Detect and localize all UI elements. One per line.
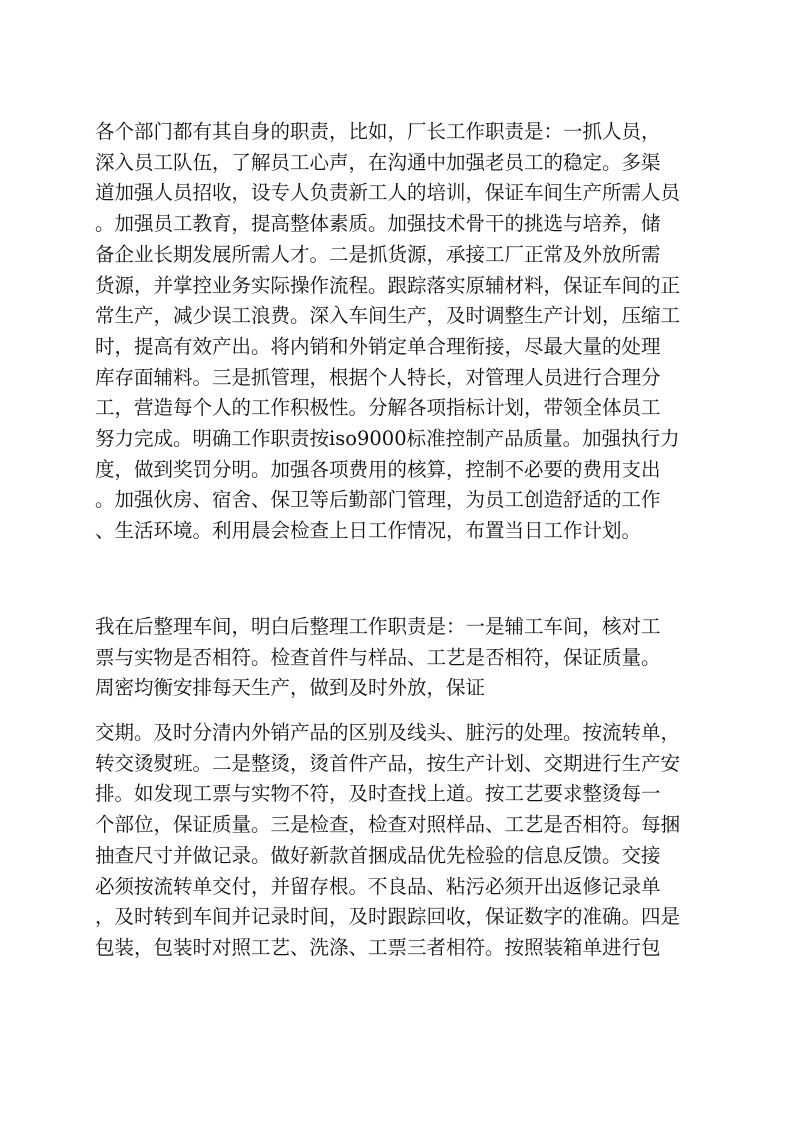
text-line: 个部位，保证质量。三是检查，检查对照样品、工艺是否相符。每捆 — [95, 813, 681, 837]
text-line: 备企业长期发展所需人才。二是抓货源，承接工厂正常及外放所需 — [95, 242, 661, 266]
text-line: 深入员工队伍，了解员工心声，在沟通中加强老员工的稳定。多渠 — [95, 150, 661, 174]
text-line: 交期。及时分清内外销产品的区别及线头、脏污的处理。按流转单， — [95, 721, 681, 744]
text-line: 度，做到奖罚分明。加强各项费用的核算，控制不必要的费用支出 — [95, 457, 661, 481]
text-line: 库存面辅料。三是抓管理，根据个人特长，对管理人员进行合理分 — [95, 365, 661, 389]
text-line: 道加强人员招收，设专人负责新工人的培训，保证车间生产所需人员 — [95, 181, 681, 205]
text-line: 各个部门都有其自身的职责，比如，厂长工作职责是：一抓人员， — [95, 120, 661, 143]
text-line: 货源，并掌控业务实际操作流程。跟踪落实原辅材料，保证车间的正 — [95, 273, 681, 297]
text-line: 时，提高有效产出。将内销和外销定单合理衔接，尽最大量的处理 — [95, 334, 661, 358]
text-line: ，及时转到车间并记录时间，及时跟踪回收，保证数字的准确。四是 — [95, 905, 681, 929]
text-line: 排。如发现工票与实物不符，及时查找上道。按工艺要求整烫每一 — [95, 782, 661, 806]
text-line: 工，营造每个人的工作积极性。分解各项指标计划，带领全体员工 — [95, 396, 661, 420]
text-line: 、生活环境。利用晨会检查上日工作情况，布置当日工作计划。 — [95, 519, 642, 543]
text-line: 必须按流转单交付，并留存根。不良品、粘污必须开出返修记录单 — [95, 874, 661, 898]
text-line: 周密均衡安排每天生产，做到及时外放，保证 — [95, 676, 486, 700]
text-line: 常生产，减少误工浪费。深入车间生产，及时调整生产计划，压缩工 — [95, 304, 681, 328]
text-line: 包装，包装时对照工艺、洗涤、工票三者相符。按照装箱单进行包 — [95, 935, 661, 959]
text-line: 抽查尺寸并做记录。做好新款首捆成品优先检验的信息反馈。交接 — [95, 843, 661, 867]
paragraph-finishing-workshop — [95, 612, 705, 704]
text-line: 转交烫熨班。二是整烫，烫首件产品，按生产计划、交期进行生产安 — [95, 751, 681, 775]
paragraph-finishing-continued — [95, 718, 705, 964]
text-line: 。加强员工教育，提高整体素质。加强技术骨干的挑选与培养，储 — [95, 212, 661, 236]
text-line: 我在后整理车间，明白后整理工作职责是：一是辅工车间，核对工 — [95, 615, 661, 638]
text-line: 努力完成。明确工作职责按iso9000标准控制产品质量。加强执行力 — [95, 427, 680, 451]
text-line: 票与实物是否相符。检查首件与样品、工艺是否相符，保证质量。 — [95, 645, 661, 669]
paragraph-responsibilities — [95, 117, 705, 547]
text-line: 。加强伙房、宿舍、保卫等后勤部门管理，为员工创造舒适的工作 — [95, 488, 661, 512]
